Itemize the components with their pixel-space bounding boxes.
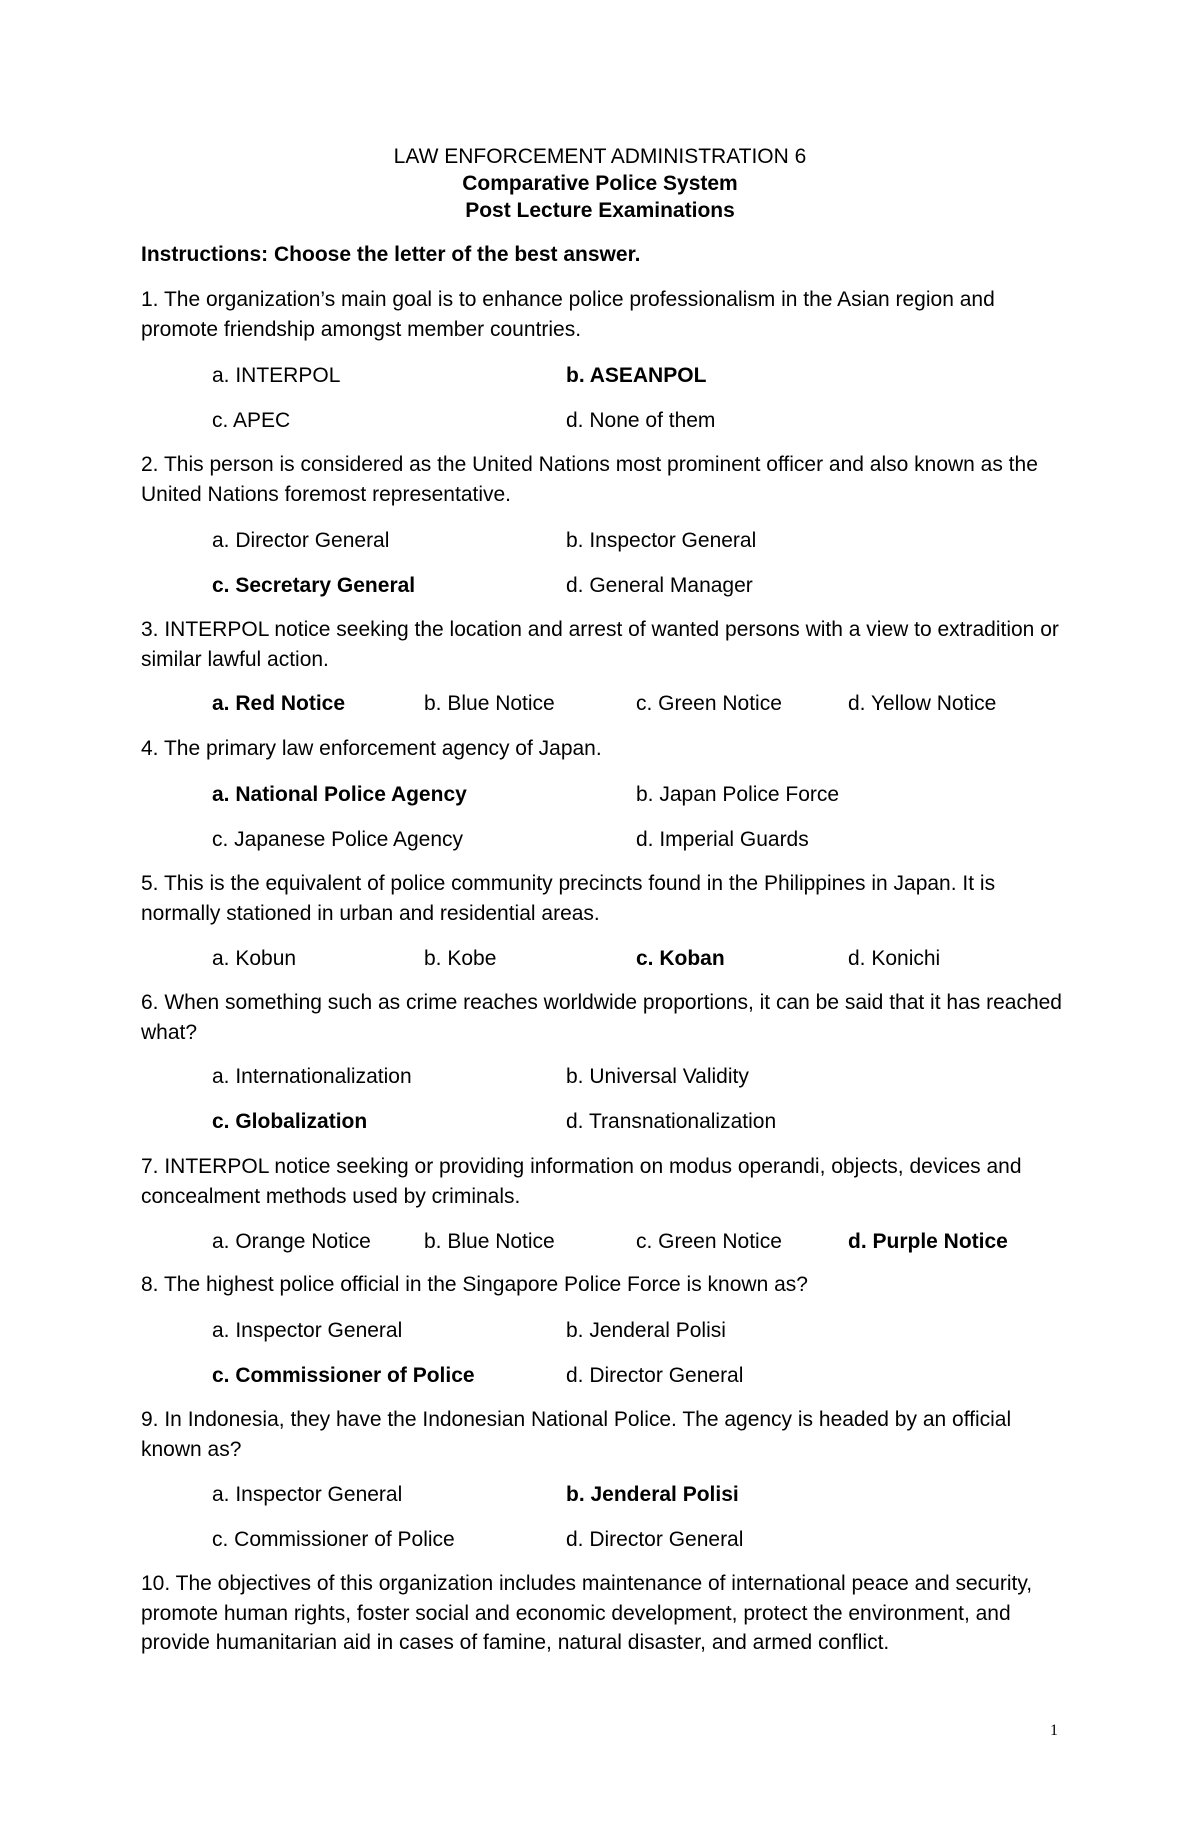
question-2-option-c-correct: c. Secretary General — [212, 574, 416, 597]
question-9-option-b-correct: b. Jenderal Polisi — [566, 1483, 739, 1506]
subject-title: Comparative Police System — [462, 172, 738, 195]
question-7-text: 7. INTERPOL notice seeking or providing information on modus operandi, objects, devices and concealment methods used by criminals. — [141, 1155, 1022, 1208]
question-5-text: 5. This is the equivalent of police community precincts found in the Philippines in Japan. It is normally stationed in urban and residential areas. — [141, 872, 996, 925]
question-3-option-c: c. Green Notice — [636, 692, 782, 715]
question-8-option-c-correct: c. Commissioner of Police — [212, 1364, 475, 1387]
question-6-option-a: a. Internationalization — [212, 1065, 412, 1088]
exam-title: Post Lecture Examinations — [465, 199, 735, 222]
question-7-option-d-correct: d. Purple Notice — [848, 1230, 1008, 1253]
question-9-option-d: d. Director General — [566, 1528, 744, 1551]
question-1-option-c: c. APEC — [212, 409, 291, 432]
question-1-option-a: a. INTERPOL — [212, 364, 341, 387]
question-2-text: 2. This person is considered as the United Nations most prominent officer and also known as the United Nations foremost representative. — [141, 453, 1038, 506]
question-1-option-b-correct: b. ASEANPOL — [566, 364, 707, 387]
question-8-text: 8. The highest police official in the Singapore Police Force is known as? — [141, 1273, 808, 1296]
question-8-option-a: a. Inspector General — [212, 1319, 403, 1342]
question-2-option-a: a. Director General — [212, 529, 390, 552]
question-4-text: 4. The primary law enforcement agency of Japan. — [141, 737, 602, 760]
question-6-option-d: d. Transnationalization — [566, 1110, 777, 1133]
question-5-option-b: b. Kobe — [424, 947, 497, 970]
question-7-option-c: c. Green Notice — [636, 1230, 782, 1253]
question-9-option-c: c. Commissioner of Police — [212, 1528, 455, 1551]
question-5-option-d: d. Konichi — [848, 947, 941, 970]
document-header — [0, 143, 1200, 224]
question-3-text: 3. INTERPOL notice seeking the location and arrest of wanted persons with a view to extradition or similar lawful action. — [141, 618, 1059, 671]
question-6-text: 6. When something such as crime reaches worldwide proportions, it can be said that it has reached what? — [141, 991, 1062, 1044]
question-4-option-b: b. Japan Police Force — [636, 783, 840, 806]
question-6-option-b: b. Universal Validity — [566, 1065, 749, 1088]
question-7-option-a: a. Orange Notice — [212, 1230, 371, 1253]
question-3-option-a-correct: a. Red Notice — [212, 692, 346, 715]
question-3-option-d: d. Yellow Notice — [848, 692, 997, 715]
question-1-option-d: d. None of them — [566, 409, 716, 432]
question-5-option-c-correct: c. Koban — [636, 947, 725, 970]
question-9-option-a: a. Inspector General — [212, 1483, 403, 1506]
question-7-option-b: b. Blue Notice — [424, 1230, 555, 1253]
question-2-option-b: b. Inspector General — [566, 529, 757, 552]
course-title: LAW ENFORCEMENT ADMINISTRATION 6 — [393, 145, 807, 168]
question-4-option-d: d. Imperial Guards — [636, 828, 809, 851]
instructions: Instructions: Choose the letter of the best answer. — [141, 243, 641, 266]
question-8-option-d: d. Director General — [566, 1364, 744, 1387]
question-4-option-a-correct: a. National Police Agency — [212, 783, 467, 806]
question-2-option-d: d. General Manager — [566, 574, 753, 597]
question-6-option-c-correct: c. Globalization — [212, 1110, 368, 1133]
question-5-option-a: a. Kobun — [212, 947, 297, 970]
question-8-option-b: b. Jenderal Polisi — [566, 1319, 726, 1342]
question-10-text: 10. The objectives of this organization includes maintenance of international peace and security, promote human rights, foster social and economic development, protect the environment, and provide humanitarian aid in cases of famine, natural disaster, and armed conflict. — [141, 1572, 1033, 1654]
question-1-text: 1. The organization’s main goal is to enhance police professionalism in the Asian region and promote friendship amongst member countries. — [141, 288, 995, 341]
question-3-option-b: b. Blue Notice — [424, 692, 555, 715]
question-9-text: 9. In Indonesia, they have the Indonesian National Police. The agency is headed by an official known as? — [141, 1408, 1012, 1461]
page-number: 1 — [1050, 1722, 1058, 1739]
question-4-option-c: c. Japanese Police Agency — [212, 828, 463, 851]
